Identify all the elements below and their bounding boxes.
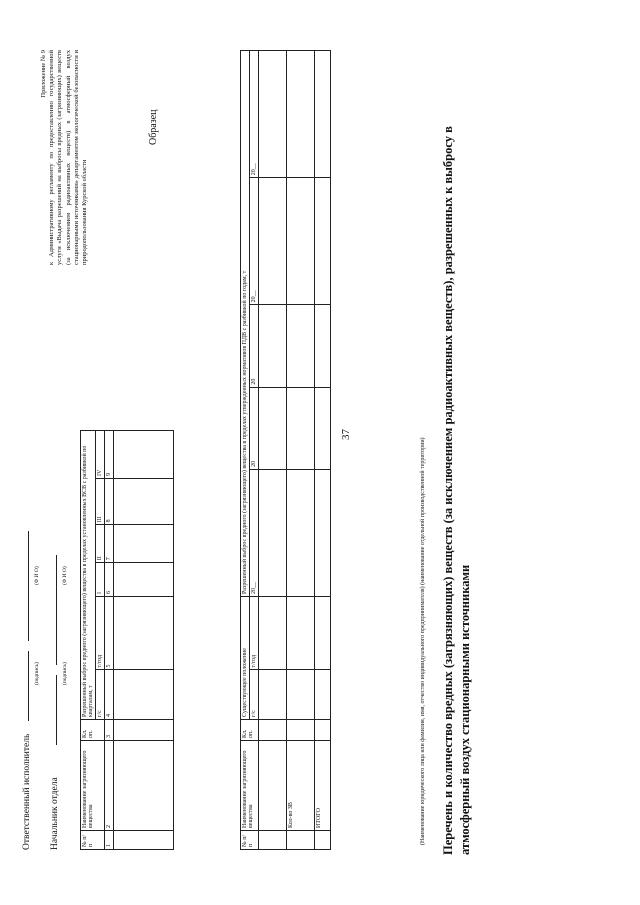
h-class: Кл. оп.	[241, 720, 259, 741]
n4: 4	[105, 670, 114, 720]
h2-no: № п/п	[81, 831, 105, 850]
h-ty: т/год	[250, 597, 259, 670]
n6: 6	[105, 563, 114, 597]
q1: I	[96, 563, 105, 597]
h2-gs: г/с	[96, 670, 105, 720]
q4: IV	[96, 431, 105, 479]
n7: 7	[105, 525, 114, 563]
head-fio-caption: (Ф И О)	[62, 566, 68, 585]
year-5: 20__	[250, 51, 259, 178]
year-2: 20	[250, 387, 259, 469]
n9: 9	[105, 431, 114, 479]
appendix-text: к Административному регламенту по предоставлению государственной услуги «Выдача разрешений на выбросы вредных (загрязняющих) веществ (за исключением радиоактивных веществ) в атмосферный воздух стационарными источниками» департаментом экологической безопасности и природопользования Курской области	[48, 50, 89, 265]
h2-ty: т/год	[96, 597, 105, 670]
head-label: Начальник отдела	[50, 777, 60, 850]
head-sign-line	[48, 675, 57, 745]
subtitle: (Наименование юридического лица или фамилия, имя, отчество индивидуального предпринимателя) (наименование отдельной производственной территории)	[420, 437, 426, 845]
n3: 3	[105, 720, 114, 741]
appendix-title: Приложение № 9	[40, 50, 47, 98]
n5: 5	[105, 597, 114, 670]
head-signature	[48, 551, 60, 850]
h-gs: г/с	[250, 670, 259, 720]
h2-name: Наименование загрязняющего вещества	[81, 741, 105, 831]
head-sign-caption: (подпись)	[62, 662, 68, 685]
q2: II	[96, 525, 105, 563]
h2-class: Кл. оп.	[81, 720, 105, 741]
h-name: Наименование загрязняющего вещества	[241, 741, 259, 831]
q3: III	[96, 478, 105, 524]
exec-fio-caption: (Ф И О)	[34, 566, 40, 585]
document-title: Перечень и количество вредных (загрязняющих) веществ (за исключением радиоактивных веществ), разрешенных к выбросу в атмосферный воздух стационарными источниками	[441, 126, 472, 855]
head-fio-line	[48, 555, 57, 665]
exec-signature	[20, 527, 32, 850]
exec-fio-line	[20, 531, 29, 641]
exec-label: Ответственный исполнитель	[22, 733, 32, 850]
exec-sign-caption: (подпись)	[34, 662, 40, 685]
qty-label: Кол-во ЗВ	[287, 741, 315, 831]
h-existing: Существующее положение	[241, 597, 250, 720]
page-number: 37	[340, 429, 352, 440]
year-4: 20__	[250, 178, 259, 305]
n2: 2	[105, 741, 114, 831]
year-3: 20	[250, 305, 259, 387]
appendix-block	[40, 50, 89, 265]
h2-permitted: Разрешенный выброс вредного (загрязняющего) вещества в пределах установленных ВСВ с разбивкой по кварталам, т	[81, 431, 96, 720]
total-label: ИТОГО	[315, 741, 331, 831]
h-permitted: Разрешенный выброс вредного (загрязняющего) вещества в пределах утвержденных нормативов ПДВ с разбивкой по годам, т	[241, 51, 250, 597]
sample-label: Образец	[148, 109, 159, 145]
n8: 8	[105, 478, 114, 524]
n1: 1	[105, 831, 114, 850]
h-no: № п/п	[241, 831, 259, 850]
exec-sign-line	[20, 651, 29, 721]
emissions-table-years	[240, 50, 331, 850]
emissions-table-quarters	[80, 430, 174, 850]
year-1: 20__	[250, 469, 259, 596]
